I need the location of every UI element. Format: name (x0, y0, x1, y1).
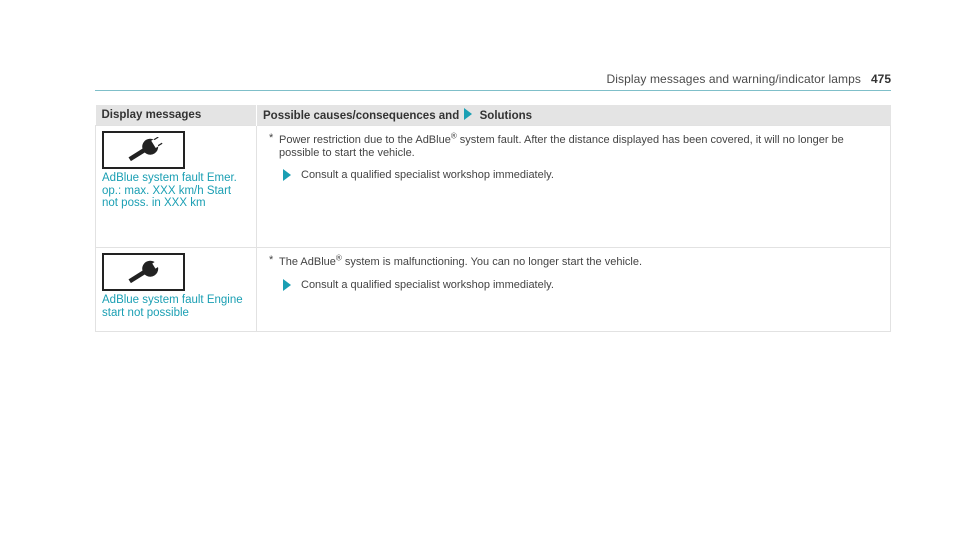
table-row (96, 248, 891, 332)
col-header-causes-solutions (257, 105, 891, 126)
message-cell (96, 126, 257, 248)
bullet-star: * (269, 132, 274, 144)
play-arrow-icon (283, 279, 291, 291)
solution-item (269, 279, 880, 292)
wrench-icon (102, 131, 185, 169)
cause-part-a: Power restriction due to the AdBlue (279, 134, 451, 146)
page-header (95, 70, 891, 91)
registered-mark: ® (450, 131, 457, 141)
play-arrow-icon (283, 169, 291, 181)
display-messages-table (95, 105, 891, 332)
cause-text (269, 131, 880, 159)
solution-text: Consult a qualified specialist workshop immediately. (301, 278, 554, 291)
display-message: AdBlue system fault Engine start not possible (102, 294, 243, 319)
cause-text (269, 253, 880, 269)
solution-text: Consult a qualified specialist workshop immediately. (301, 169, 554, 181)
causes-solutions-cell (257, 126, 891, 248)
causes-solutions-cell (257, 248, 891, 332)
bullet-star: * (269, 254, 274, 266)
solution-item (269, 169, 880, 182)
col-header-causes: Possible causes/consequences and (263, 110, 460, 122)
message-cell (96, 248, 257, 332)
table-row (96, 126, 891, 248)
wrench-icon (102, 253, 185, 291)
header-title: Display messages and warning/indicator lamps (606, 72, 861, 86)
table-header-row (96, 105, 891, 126)
page-number: 475 (870, 72, 891, 86)
registered-mark: ® (335, 253, 342, 263)
display-message: AdBlue system fault Emer. op.: max. XXX km/h Start not poss. in XXX km (102, 172, 237, 209)
col-header-display-messages: Display messages (96, 105, 257, 126)
col-header-solutions: Solutions (479, 110, 533, 122)
play-arrow-icon (464, 108, 472, 120)
cause-part-b: system is malfunctioning. You can no longer start the vehicle. (341, 256, 643, 268)
cause-part-b: system fault. After the distance displayed has been covered, it will no longer be possible to start the vehicle. (279, 134, 844, 159)
cause-part-a: The AdBlue (279, 256, 336, 268)
